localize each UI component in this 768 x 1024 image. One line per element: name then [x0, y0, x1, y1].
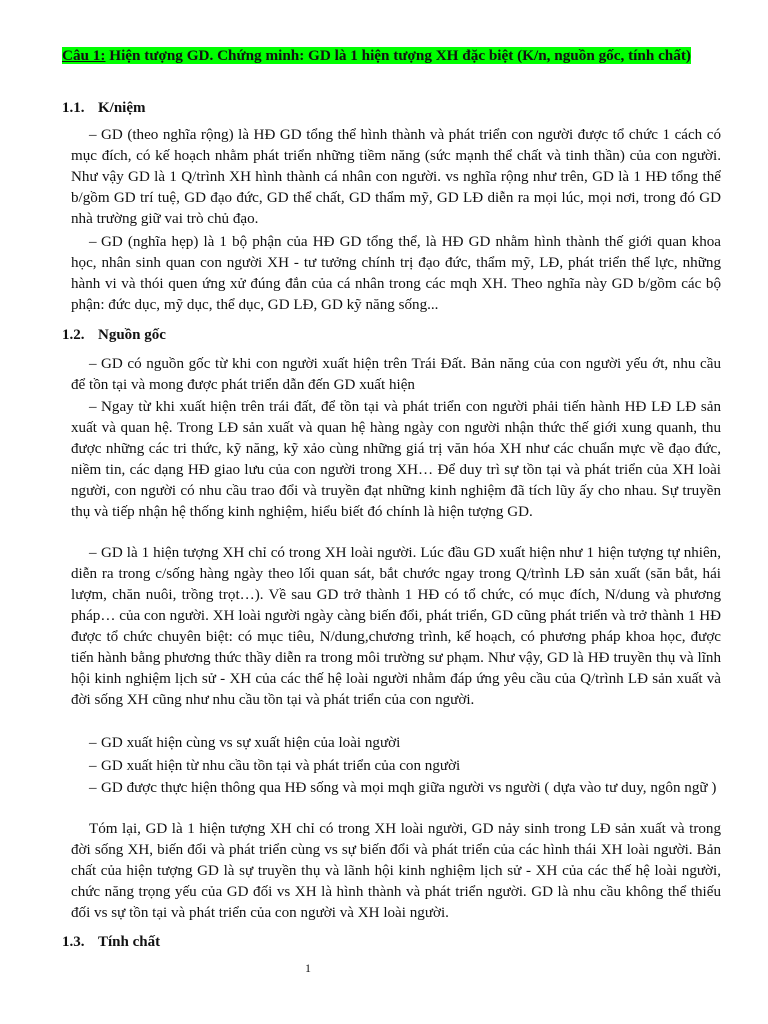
- section-heading-1-2: 1.2. Nguồn gốc: [62, 327, 166, 343]
- section-heading-1-1: 1.1. K/niệm: [62, 100, 146, 116]
- page-number: 1: [305, 961, 311, 975]
- question-heading: [62, 46, 702, 66]
- paragraph-broad-definition: – GD (theo nghĩa rộng) là HĐ GD tổng thể hình thành và phát triển con người được tổ chức 1 cách có mục đích, có kế hoạch nhằm phát triển những tiềm năng (sức mạnh thể chất và tinh thần) của con người. Như vậy GD là 1 Q/trình XH hình thành cá nhân con người. vs nghĩa rộng như trên, GD là 1 HĐ tổng thể b/gồm GD trí tuệ, GD đạo đức, GD thể chất, GD thẩm mỹ, GD LĐ diễn ra mọi lúc, mọi nơi, trong đó GD nhà trường giữ vai trò chủ đạo.: [71, 127, 721, 227]
- question-label: Câu 1:: [62, 47, 106, 64]
- list-item-2: – GD xuất hiện từ nhu cầu tồn tại và phát triển của con người: [89, 758, 461, 774]
- list-item-3: – GD được thực hiện thông qua HĐ sống và mọi mqh giữa người vs người ( dựa vào tư duy, ngôn ngữ ): [89, 780, 717, 796]
- question-title: Hiện tượng GD. Chứng minh: GD là 1 hiện tượng XH đặc biệt (K/n, nguồn gốc, tính chất): [105, 47, 691, 64]
- paragraph-summary: Tóm lại, GD là 1 hiện tượng XH chỉ có trong XH loài người, GD nảy sinh trong LĐ sản xuất và trong đời sống XH, biến đổi và phát triển cùng vs sự biến đổi và phát triển của các hình thái XH loài người. Bản chất của hiện tượng GD là sự truyền thụ và lãnh hội kinh nghiệm lịch sử - XH của các thế hệ loài người, chức năng trọng yếu của GD đối vs XH là hình thành và phát triển người. GD là nhu cầu không thể thiếu đối vs sự tồn tại và phát triển của con người và XH loài người.: [71, 821, 721, 921]
- paragraph-origin-3: – GD là 1 hiện tượng XH chỉ có trong XH loài người. Lúc đầu GD xuất hiện như 1 hiện tượng tự nhiên, diễn ra trong c/sống hàng ngày theo lối quan sát, bắt chước ngay trong Q/trình LĐ sản xuất (săn bắt, hái lượm, chăn nuôi, trồng trọt…). Về sau GD trở thành 1 HĐ có tổ chức, có mục đích, N/dung và phương pháp… của con người. XH loài người ngày càng biến đổi, phát triển, GD cũng phát triển và trở thành 1 HĐ được tổ chức chuyên biệt: có mục tiêu, N/dung,chương trình, kế hoạch, có phương pháp khoa học, được tiến hành bằng phương thức thầy diễn ra trong môi trường sư phạm. Như vậy, GD là HĐ truyền thụ và lĩnh hội kinh nghiệm lịch sử - XH của các thế hệ loài người nhằm đáp ứng yêu cầu của Q/trình LĐ sản xuất và đời sống XH cũng như nhu cầu tồn tại và phát triển của con người.: [71, 545, 721, 708]
- list-item-1: – GD xuất hiện cùng vs sự xuất hiện của loài người: [89, 735, 401, 751]
- section-heading-1-3: 1.3. Tính chất: [62, 934, 161, 950]
- paragraph-narrow-definition: – GD (nghĩa hẹp) là 1 bộ phận của HĐ GD tổng thể, là HĐ GD nhằm hình thành thế giới quan khoa học, nhân sinh quan con người XH - tư tưởng chính trị đạo đức, thẩm mỹ, LĐ, phát triển thể lực, những hành vi và thói quen ứng xử đúng đắn của cá nhân trong các mqh XH. Theo nghĩa này GD b/gồm các bộ phận: đức dục, mỹ dục, thể dục, GD LĐ, GD kỹ năng sống...: [71, 234, 721, 313]
- paragraph-origin-1: – GD có nguồn gốc từ khi con người xuất hiện trên Trái Đất. Bản năng của con người yếu ớt, nhu cầu để tồn tại và mong được phát triển dẫn đến GD xuất hiện: [71, 356, 721, 393]
- paragraph-origin-2: – Ngay từ khi xuất hiện trên trái đất, để tồn tại và phát triển con người phải tiến hành HĐ LĐ LĐ sản xuất và quan hệ. Trong LĐ sản xuất và quan hệ hàng ngày con người nhận thức thế giới xung quanh, thu được những các tri thức, kỹ năng, kỹ xảo cùng những giá trị văn hóa XH như các chuẩn mực về đạo đức, niềm tin, các dạng HĐ giao lưu của con người trong XH… Để duy trì sự tồn tại và phát triển của XH loài người, con người có nhu cầu trao đổi và truyền đạt những kinh nghiệm đã tích lũy ấy cho nhau. Sự truyền thụ và tiếp nhận hệ thống kinh nghiệm, hiểu biết đó chính là hiện tượng GD.: [71, 399, 721, 520]
